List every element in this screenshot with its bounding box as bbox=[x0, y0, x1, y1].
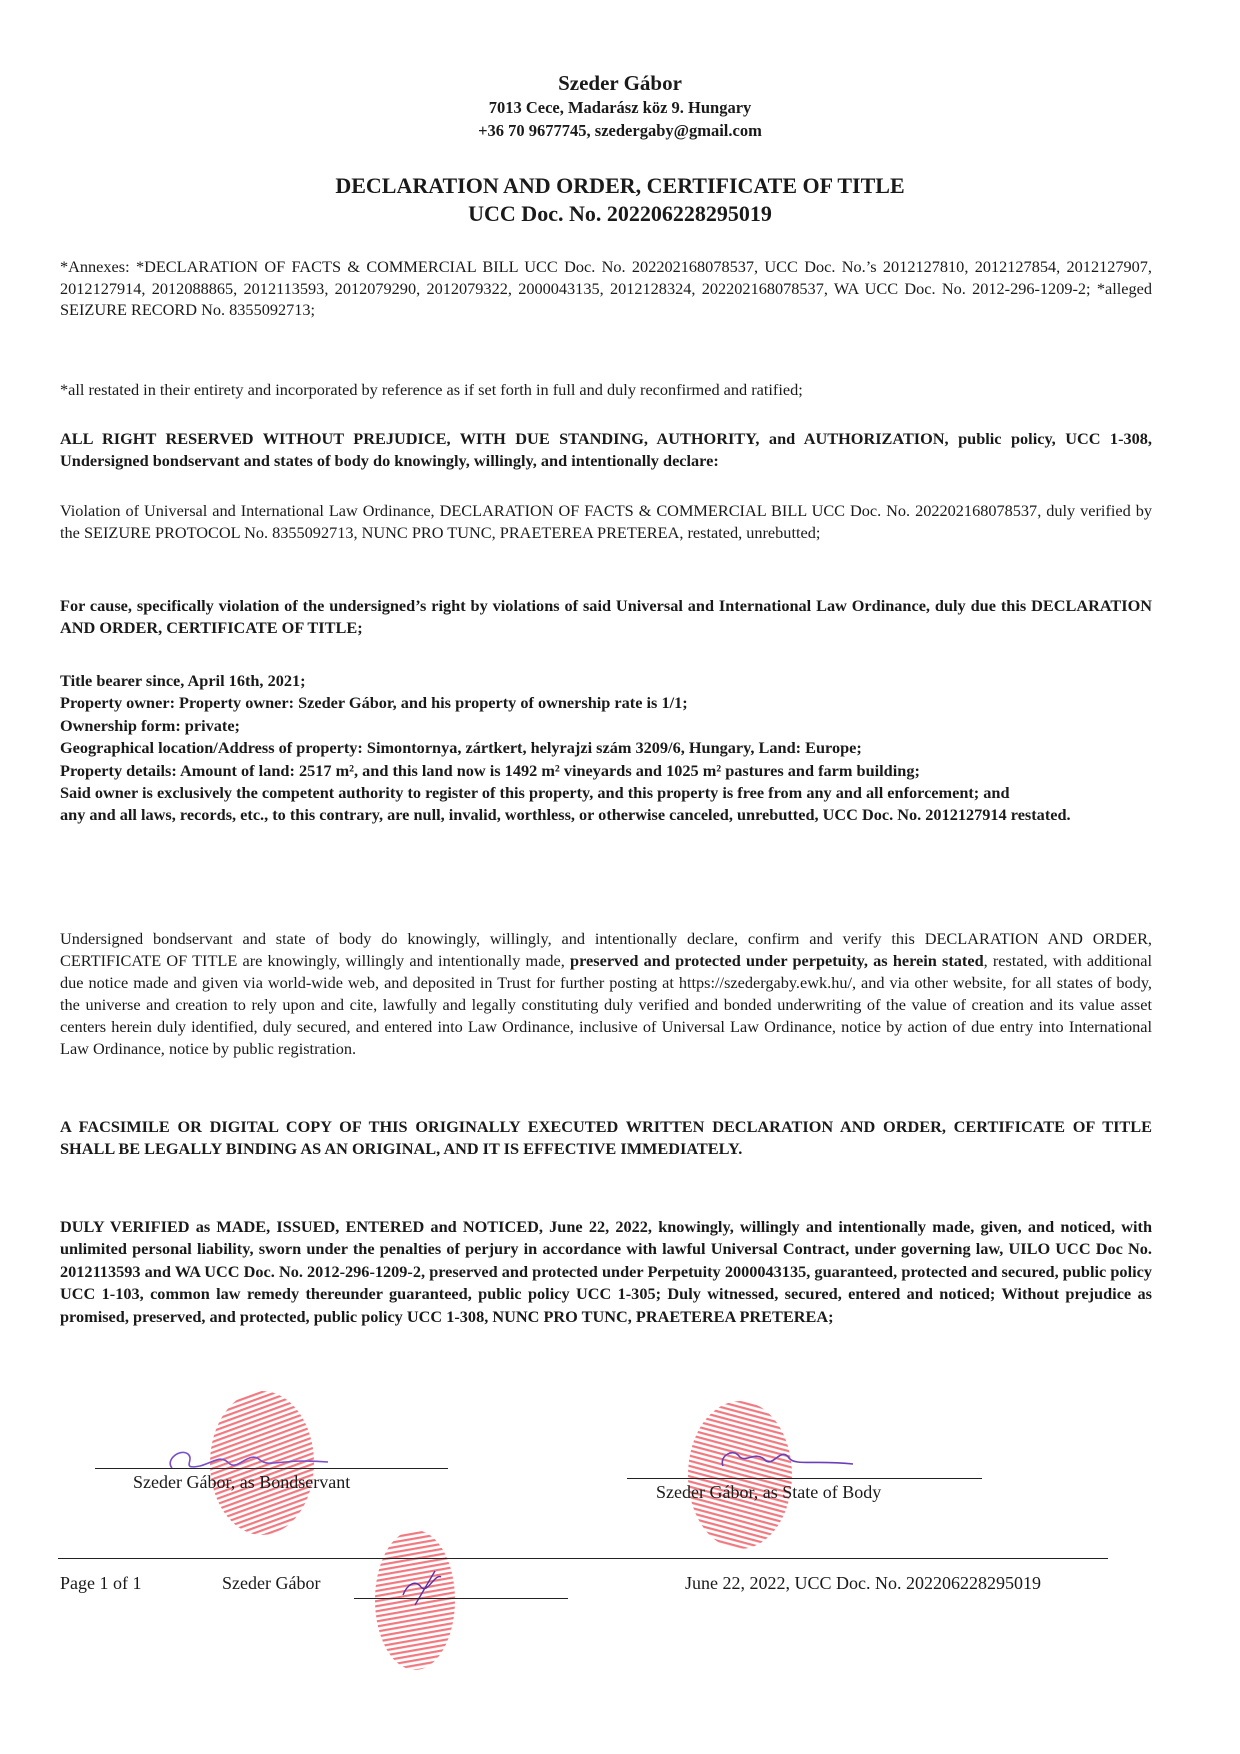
fact-laws-null: any and all laws, records, etc., to this contrary, are null, invalid, worthless, or otherwise canceled, unrebutted, UCC Doc. No. 2012127914 restated. bbox=[60, 805, 1071, 825]
fact-property-details: Property details: Amount of land: 2517 m², and this land now is 1492 m² vineyards and 1025 m² pastures and farm building; bbox=[60, 760, 920, 780]
fact-property-owner: Property owner: Property owner: Szeder Gábor, and his property of ownership rate is 1/1; bbox=[60, 693, 688, 713]
fact-title-bearer: Title bearer since, April 16th, 2021; bbox=[60, 671, 306, 690]
declaration-text-3: , and via other website, for all states of body, the universe and creation to rely upon and cite, lawfully and legally constituting duly verified and bonded underwriting of the value of creation and its value asset centers herein duly identified, duly secured, and entered into Law Ordinance, inclusive of Universal Law Ordinance, notice by action of due entry into International Law Ordinance, notice by public registration. bbox=[60, 973, 1152, 1058]
author-name: Szeder Gábor bbox=[558, 71, 682, 95]
facsimile-paragraph: A FACSIMILE OR DIGITAL COPY OF THIS ORIGINALLY EXECUTED WRITTEN DECLARATION AND ORDER, CERTIFICATE OF TITLE SHALL BE LEGALLY BINDING AS AN ORIGINAL, AND IT IS EFFECTIVE IMMEDIATELY. bbox=[60, 1117, 1152, 1158]
declaration-paragraph bbox=[60, 928, 1152, 1060]
property-facts bbox=[60, 670, 1152, 827]
annexes-paragraph: *Annexes: *DECLARATION OF FACTS & COMMERCIAL BILL UCC Doc. No. 202202168078537, UCC Doc. No.’s 2012127810, 2012127854, 2012127907, 2012127914, 2012088865, 2012113593, 2012079290, 2012079322, 2000043135, 2012128324, 202202168078537, WA UCC Doc. No. 2012-296-1209-2; *alleged SEIZURE RECORD No. 8355092713; bbox=[60, 257, 1152, 319]
verified-paragraph: DULY VERIFIED as MADE, ISSUED, ENTERED and NOTICED, June 22, 2022, knowingly, willingly and intentionally made, given, and noticed, with unlimited personal liability, sworn under the penalties of perjury in accordance with lawful Universal Contract, under governing law, UILO UCC Doc No. 2012113593 and WA UCC Doc. No. 2012-296-1209-2, preserved and protected under Perpetuity 2000043135, guaranteed, protected and secured, public policy UCC 1-103, common law remedy thereunder guaranteed, public policy UCC 1-305; Duly witnessed, secured, entered and noticed; Without prejudice as promised, preserved, and protected, public policy UCC 1-308, NUNC PRO TUNC, PRAETEREA PRETEREA; bbox=[60, 1217, 1152, 1326]
title-line-2: UCC Doc. No. 202206228295019 bbox=[468, 201, 772, 226]
author-contact: +36 70 9677745, szedergaby@gmail.com bbox=[478, 121, 762, 140]
letterhead bbox=[0, 70, 1240, 142]
declaration-text-2: , restated, with additional due notice made and given via world-wide web, and deposited in Trust for further posting at bbox=[60, 951, 1152, 992]
footer-date-doc: June 22, 2022, UCC Doc. No. 202206228295019 bbox=[685, 1573, 1041, 1593]
signature-state-of-body bbox=[715, 1440, 855, 1480]
footer-name: Szeder Gábor bbox=[222, 1573, 321, 1593]
footer-initials-line bbox=[354, 1598, 568, 1599]
signature-line-bondservant bbox=[95, 1468, 448, 1469]
signature-line-state-of-body bbox=[627, 1478, 982, 1479]
fact-authority: Said owner is exclusively the competent authority to register of this property, and this property is free from any and all enforcement; and bbox=[60, 783, 1010, 803]
restated-paragraph: *all restated in their entirety and incorporated by reference as if set forth in full and duly reconfirmed and ratified; bbox=[60, 380, 803, 399]
violation-paragraph: Violation of Universal and International Law Ordinance, DECLARATION OF FACTS & COMMERCIAL BILL UCC Doc. No. 202202168078537, duly verified by the SEIZURE PROTOCOL No. 8355092713, NUNC PRO TUNC, PRAETEREA PRETEREA, restated, unrebutted; bbox=[60, 501, 1152, 542]
declaration-text-1: Undersigned bondservant and state of body do knowingly, willingly, and intentionally declare, confirm and verify this DECLARATION AND ORDER, CERTIFICATE OF TITLE are knowingly, willingly and intentionally made, bbox=[60, 929, 1152, 970]
title-line-1: DECLARATION AND ORDER, CERTIFICATE OF TITLE bbox=[335, 173, 905, 198]
author-address: 7013 Cece, Madarász köz 9. Hungary bbox=[488, 98, 752, 117]
rights-paragraph: ALL RIGHT RESERVED WITHOUT PREJUDICE, WITH DUE STANDING, AUTHORITY, and AUTHORIZATION, public policy, UCC 1-308, Undersigned bondservant and states of body do knowingly, willingly, and intentionally declare: bbox=[60, 429, 1152, 470]
state-of-body-label: Szeder Gábor, as State of Body bbox=[656, 1482, 882, 1502]
footer-rule bbox=[58, 1558, 1108, 1559]
bondservant-label: Szeder Gábor, as Bondservant bbox=[133, 1472, 351, 1492]
website-link[interactable]: https://szedergaby.ewk.hu/ bbox=[678, 973, 853, 992]
fact-ownership-form: Ownership form: private; bbox=[60, 715, 240, 735]
cause-paragraph: For cause, specifically violation of the undersigned’s right by violations of said Universal and International Law Ordinance, duly due this DECLARATION AND ORDER, CERTIFICATE OF TITLE; bbox=[60, 596, 1152, 637]
initials-signature bbox=[395, 1565, 450, 1610]
fact-location: Geographical location/Address of property: Simontornya, zártkert, helyrajzi szám 3209/6, Hungary, Land: Europe; bbox=[60, 738, 862, 758]
declaration-bold: preserved and protected under perpetuity, as herein stated bbox=[570, 951, 984, 970]
document-title bbox=[0, 172, 1240, 228]
page-number: Page 1 of 1 bbox=[60, 1573, 142, 1593]
